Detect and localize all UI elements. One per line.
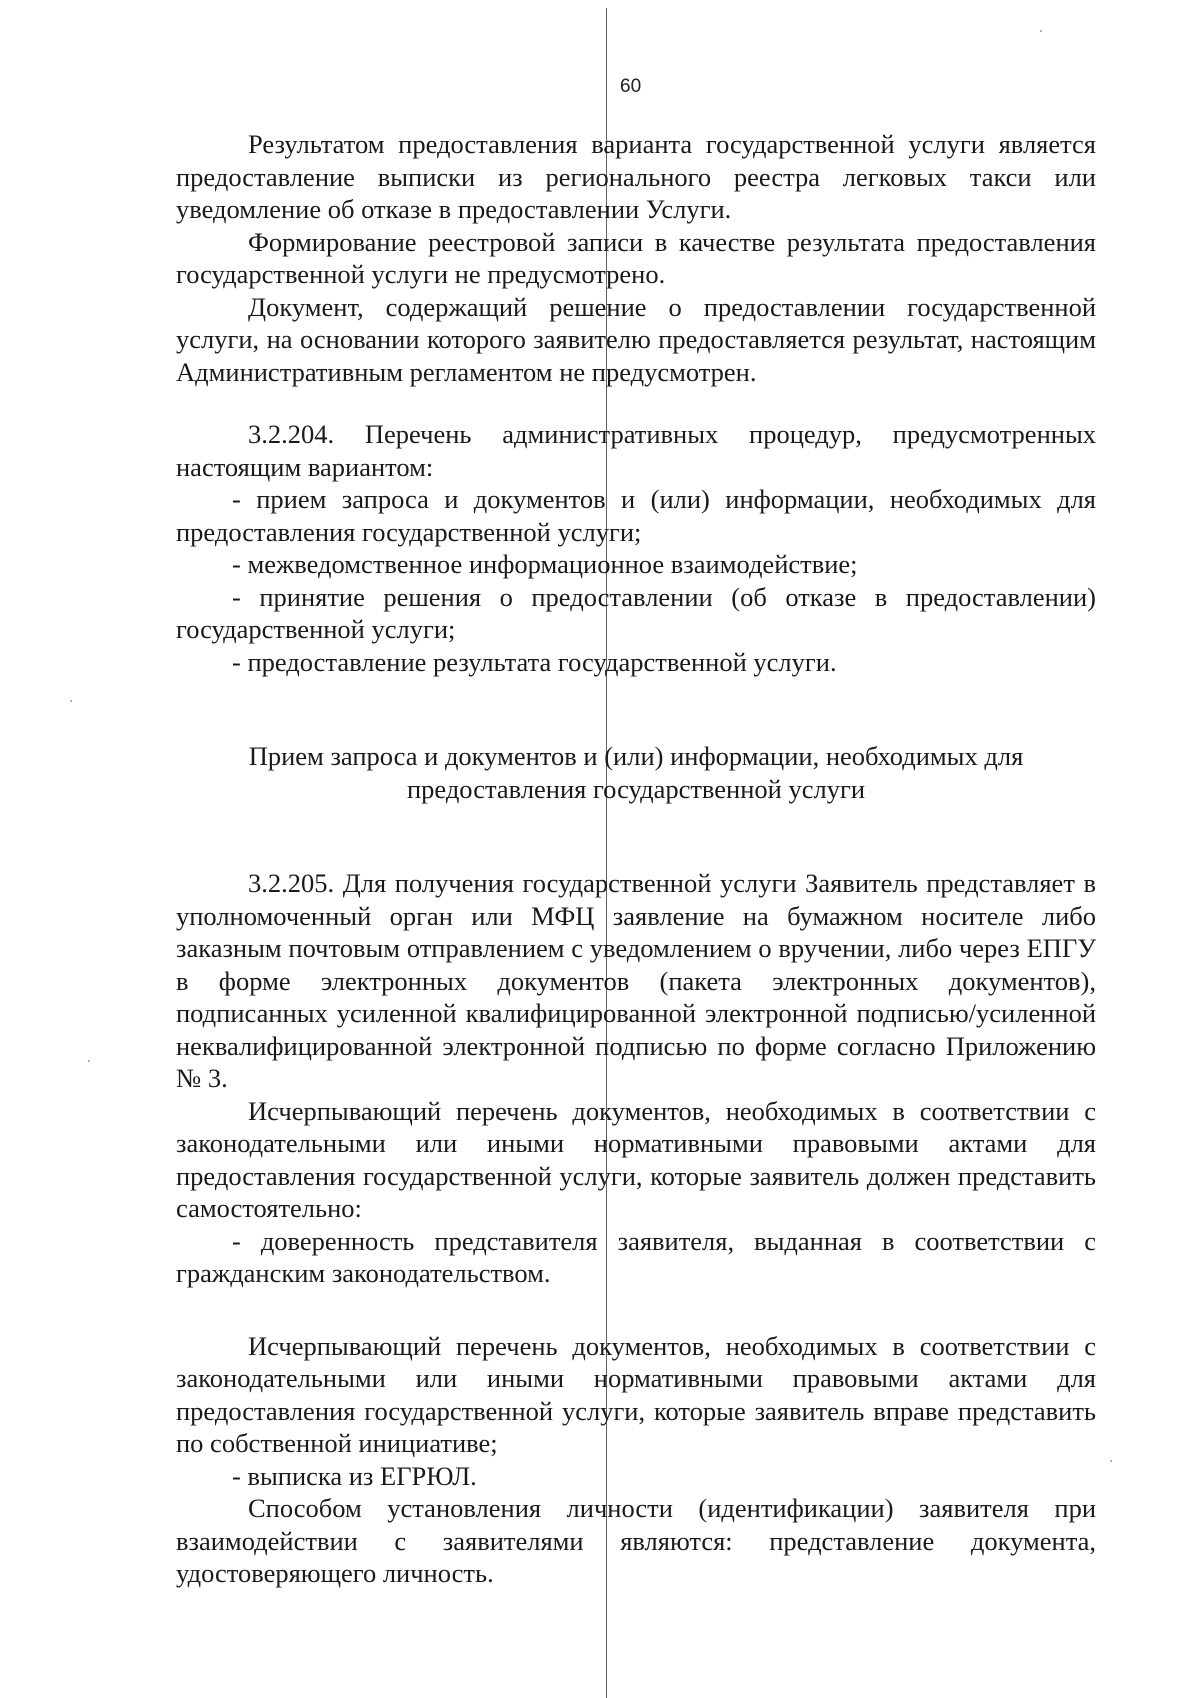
scan-speck [88, 1060, 90, 1062]
paragraph-3-2-204: 3.2.204. Перечень административных процедур, предусмотренных настоящим вариантом: [176, 419, 1096, 482]
page-number: 60 [620, 76, 642, 97]
paragraph-optional-documents: Исчерпывающий перечень документов, необходимых в соответствии с законодательными или иными нормативными правовыми актами для предоставления государственной услуги, которые заявитель вправе представить по собственной инициативе; [176, 1330, 1096, 1458]
list-item-document: - выписка из ЕГРЮЛ. [232, 1460, 477, 1491]
list-item-procedure: - предоставление результата государственной услуги. [232, 646, 837, 677]
paragraph-registry-entry: Формирование реестровой записи в качестве результата предоставления государственной услуги не предусмотрено. [176, 226, 1096, 289]
paragraph-required-documents: Исчерпывающий перечень документов, необходимых в соответствии с законодательными или иными нормативными правовыми актами для предоставления государственной услуги, которые заявитель должен представить самостоятельно: [176, 1095, 1096, 1223]
list-item-procedure: - прием запроса и документов и (или) информации, необходимых для предоставления государственной услуги; [176, 484, 1096, 547]
scan-speck [70, 700, 72, 702]
spacer [176, 678, 1096, 740]
paragraph-result: Результатом предоставления варианта государственной услуги является предоставление выписки из регионального реестра легковых такси или уведомление об отказе в предоставлении Услуги. [176, 129, 1096, 224]
spacer [176, 805, 1096, 867]
section-heading: Прием запроса и документов и (или) информации, необходимых для предоставления государственной услуги [248, 741, 1024, 804]
list-item-procedure: - принятие решения о предоставлении (об отказе в предоставлении) государственной услуги; [176, 581, 1096, 644]
paragraph-identification: Способом установления личности (идентификации) заявителя при взаимодействии с заявителями являются: представление документа, удостоверяющего личность. [176, 1493, 1096, 1588]
scan-speck [1110, 1460, 1112, 1462]
scan-speck [1040, 30, 1042, 32]
document-body [176, 128, 1096, 1590]
spacer [176, 388, 1096, 418]
list-item-procedure: - межведомственное информационное взаимодействие; [232, 549, 858, 579]
list-item-document: - доверенность представителя заявителя, выданная в соответствии с гражданским законодательством. [176, 1225, 1096, 1288]
spacer [176, 1290, 1096, 1330]
paragraph-decision-document: Документ, содержащий решение о предоставлении государственной услуги, на основании которого заявителю предоставляется результат, настоящим Административным регламентом не предусмотрен. [176, 291, 1096, 387]
paragraph-3-2-205: 3.2.205. Для получения государственной услуги Заявитель представляет в уполномоченный орган или МФЦ заявление на бумажном носителе либо заказным почтовым отправлением с уведомлением о вручении, либо через ЕПГУ в форме электронных документов (пакета электронных документов), подписанных усиленной квалифицированной электронной подписью/усиленной неквалифицированной электронной подписью по форме согласно Приложению № 3. [176, 868, 1096, 1093]
